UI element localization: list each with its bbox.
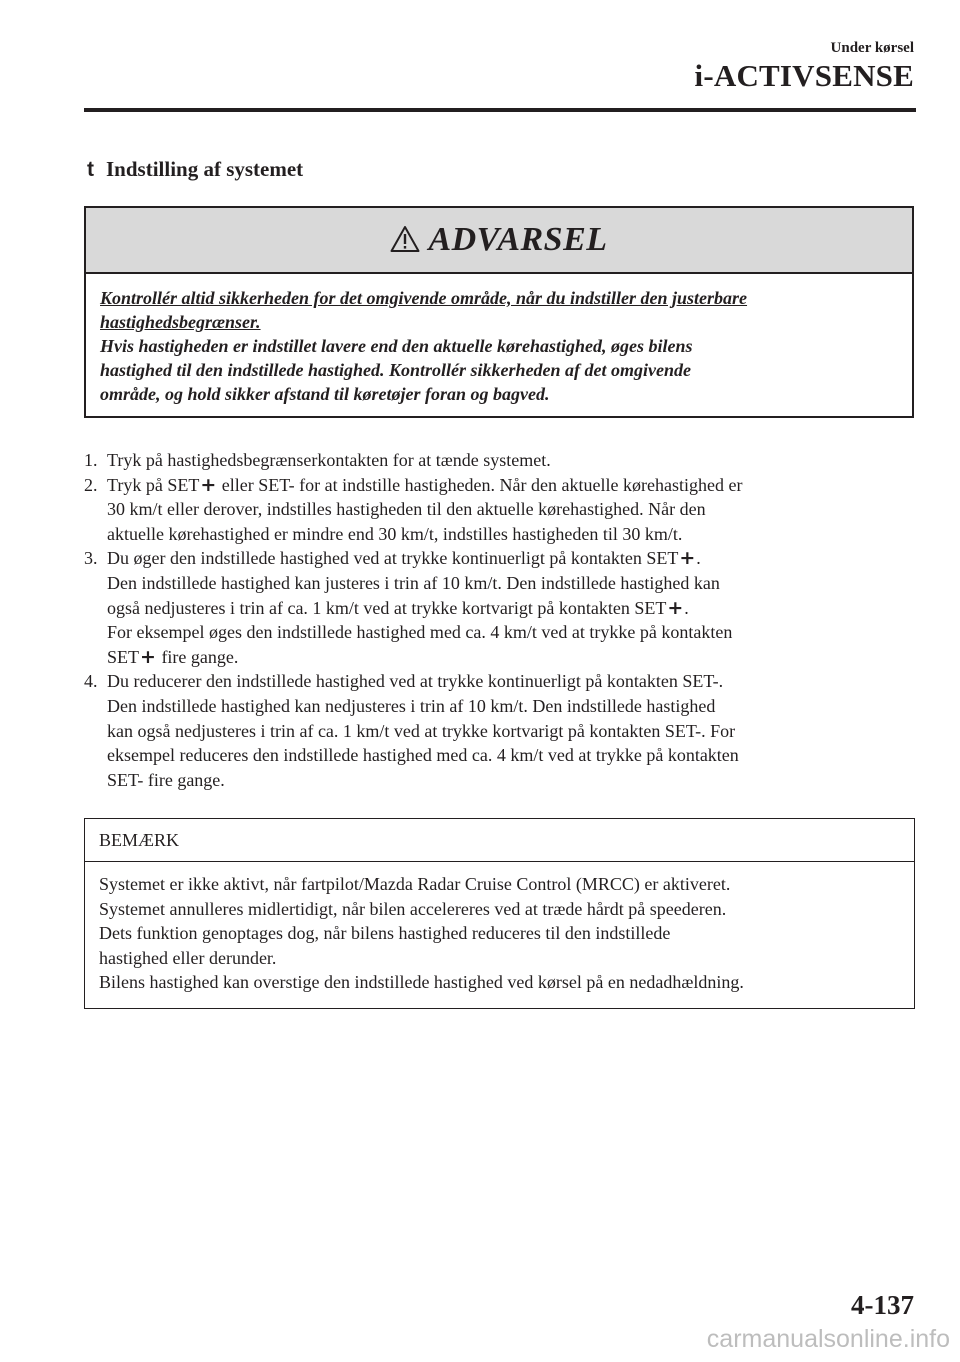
section-bullet: t <box>87 158 94 181</box>
step-line: 30 km/t eller derover, indstilles hastigheden til den aktuelle kørehastighed. Når den <box>107 499 706 520</box>
step-line: Tryk på hastighedsbegrænserkontakten for at tænde systemet. <box>107 450 551 470</box>
step-line: Du reducerer den indstillede hastighed ved at trykke kontinuerligt på kontakten SET-. <box>107 671 724 692</box>
note-body <box>85 862 914 995</box>
step-line <box>107 596 919 621</box>
step-line: SET- fire gange. <box>107 769 225 790</box>
step-item <box>84 473 919 547</box>
warning-line: område, og hold sikker afstand til køretøjer foran og bagved. <box>100 384 550 404</box>
warning-line: Hvis hastigheden er indstillet lavere end den aktuelle kørehastighed, øges bilens <box>100 336 693 356</box>
step-number: 2. <box>84 474 98 495</box>
step-number: 3. <box>84 548 98 569</box>
plus-icon: + <box>679 547 696 570</box>
step-line: Den indstillede hastighed kan nedjusteres i trin af 10 km/t. Den indstillede hastighed <box>107 695 716 716</box>
warning-box <box>84 206 914 418</box>
step-line <box>107 473 919 498</box>
plus-icon: + <box>200 473 217 496</box>
note-line: Bilens hastighed kan overstige den indstillede hastighed ved kørsel på en nedadhældning. <box>99 972 744 993</box>
step-text: . <box>696 548 701 569</box>
step-item <box>84 669 919 792</box>
warning-header <box>86 208 912 274</box>
note-line: Dets funktion genoptages dog, når bilens hastighed reduceres til den indstillede <box>99 923 671 944</box>
note-box <box>84 818 915 1009</box>
warning-triangle-icon <box>390 225 420 253</box>
warning-line: hastighed til den indstillede hastighed. Kontrollér sikkerheden af det omgivende <box>100 360 692 380</box>
step-line: aktuelle kørehastighed er mindre end 30 km/t, indstilles hastigheden til 30 km/t. <box>107 523 683 544</box>
step-line: eksempel reduceres den indstillede hastighed med ca. 4 km/t ved at trykke på kontakten <box>107 745 739 766</box>
note-header: BEMÆRK <box>85 819 914 862</box>
step-text: Tryk på SET <box>107 474 200 495</box>
header-section-label: Under kørsel <box>830 40 914 56</box>
plus-icon: + <box>140 645 156 668</box>
step-line <box>107 546 919 571</box>
warning-body <box>86 274 912 406</box>
step-line <box>107 645 919 670</box>
section-heading <box>87 157 303 182</box>
warning-title: ADVARSEL <box>428 221 608 258</box>
watermark-link[interactable]: carmanualsonline.info <box>706 1325 950 1353</box>
step-number: 4. <box>84 671 98 692</box>
step-text: fire gange. <box>156 646 239 667</box>
step-line: Den indstillede hastighed kan justeres i trin af 10 km/t. Den indstillede hastighed kan <box>107 572 720 593</box>
step-text: SET <box>107 646 140 667</box>
steps-list <box>84 448 919 792</box>
step-number: 1. <box>84 450 98 470</box>
plus-icon: + <box>667 596 684 619</box>
header-title: i-ACTIVSENSE <box>694 58 914 93</box>
note-line: Systemet er ikke aktivt, når fartpilot/Mazda Radar Cruise Control (MRCC) er aktiveret. <box>99 874 731 894</box>
step-item <box>84 546 919 669</box>
note-line: Systemet annulleres midlertidigt, når bilen accelereres ved at træde hårdt på speederen. <box>99 898 727 919</box>
section-heading-text: Indstilling af systemet <box>106 157 304 181</box>
note-line: hastighed eller derunder. <box>99 947 277 968</box>
page-number: 4-137 <box>851 1290 914 1320</box>
step-item <box>84 448 919 473</box>
warning-line: Kontrollér altid sikkerheden for det omgivende område, når du indstiller den justerbare <box>100 288 748 308</box>
step-text: også nedjusteres i trin af ca. 1 km/t ved at trykke kortvarigt på kontakten SET <box>107 597 667 618</box>
step-text: eller SET- for at indstille hastigheden. Når den aktuelle kørehastighed er <box>217 474 743 495</box>
step-line: For eksempel øges den indstillede hastighed med ca. 4 km/t ved at trykke på kontakten <box>107 622 733 643</box>
header-rule <box>84 108 916 112</box>
step-line: kan også nedjusteres i trin af ca. 1 km/t ved at trykke kortvarigt på kontakten SET-. For <box>107 720 736 741</box>
step-text: Du øger den indstillede hastighed ved at trykke kontinuerligt på kontakten SET <box>107 548 679 569</box>
warning-line: hastighedsbegrænser. <box>100 312 261 332</box>
step-text: . <box>684 597 689 618</box>
